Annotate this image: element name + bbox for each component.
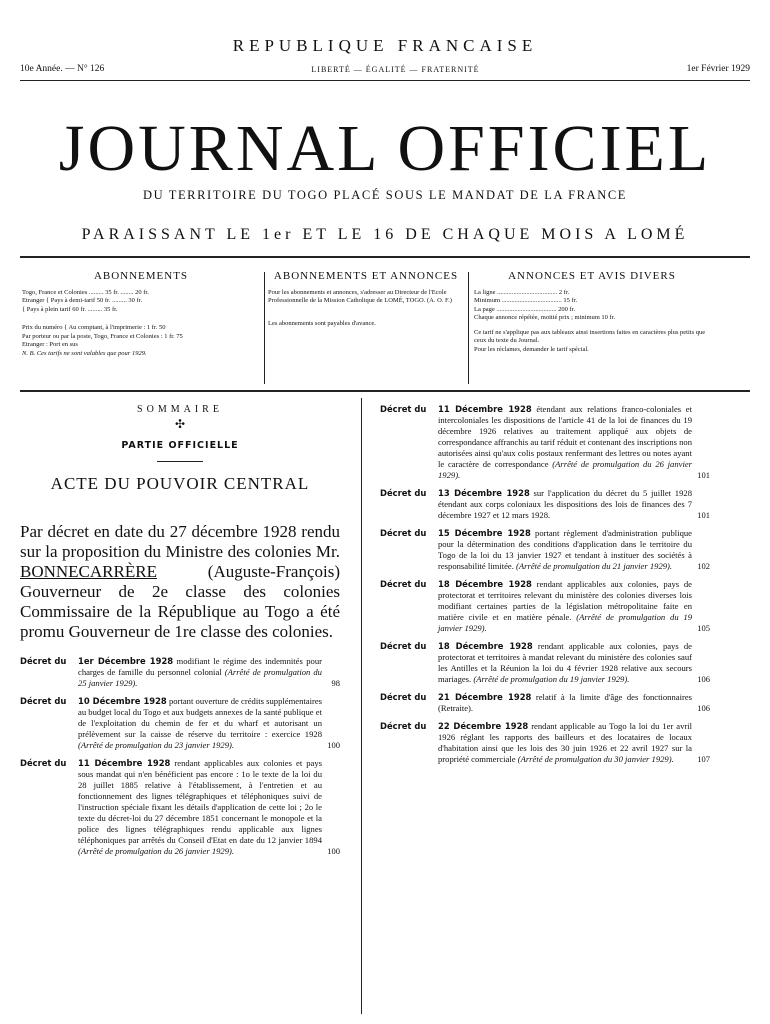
journal-title: JOURNAL OFFICIEL <box>58 112 712 185</box>
main-decree-text: Par décret en date du 27 décembre 1928 rendu sur la proposition du Ministre des colonies Mr. <box>20 522 340 561</box>
entry-label: Décret du <box>380 579 427 589</box>
summary-entry <box>380 721 710 765</box>
sommaire-heading: SOMMAIRE <box>137 404 223 415</box>
acte-heading: ACTE DU POUVOIR CENTRAL <box>50 474 310 493</box>
entry-page: 100 <box>327 740 340 750</box>
entry-text: rendant applicables aux colonies, pays de protectorat et territoires relevant du ministère des colonies diverses lois modifiant certaines parties de la législation métropolitaine faite en matière civile et en matière pénale. <box>438 579 692 622</box>
entry-date: 13 Décembre 1928 <box>438 488 530 498</box>
annonces-title: ANNONCES ET AVIS DIVERS <box>508 270 676 282</box>
abonnements-annonces-line: Les abonnements sont payables d'avance. <box>268 319 376 327</box>
summary-entry <box>20 696 340 751</box>
entry-label: Décret du <box>380 528 427 538</box>
entry-label: Décret du <box>380 488 427 498</box>
abonnements-annonces-box <box>268 272 464 328</box>
entry-label: Décret du <box>380 641 427 651</box>
entry-label: Décret du <box>380 721 427 731</box>
summary-entry <box>380 404 710 481</box>
entry-date: 10 Décembre 1928 <box>78 696 167 706</box>
entry-text: rendant applicable aux colonies, pays de protectorat et territoires à mandat relevant du ministère des colonies sauf les Antilles et la Réunion la loi du 4 février 1928 relative aux secours mariages. <box>438 641 693 684</box>
box-divider <box>264 272 265 384</box>
entry-text: sur l'application du décret du 5 juillet 1928 étendant aux corps coloniaux les dispositions des lois de finances des 7 décembre 1927 et 12 mars 1928. <box>438 488 692 520</box>
ornament-icon: ✣ <box>174 417 186 431</box>
entry-page: 106 <box>697 674 710 684</box>
entry-promulgation: (Arrêté de promulgation du 21 janvier 1929). <box>516 561 673 571</box>
annonces-line: Minimum ..................................... 15 fr. <box>474 297 578 304</box>
annonces-line: Pour les réclames, demander le tarif spécial. <box>474 345 589 353</box>
entry-page: 98 <box>331 678 340 688</box>
summary-entry <box>380 528 710 572</box>
entry-page: 101 <box>697 470 710 480</box>
entry-date: 1er Décembre 1928 <box>78 656 174 666</box>
journal-subtitle: DU TERRITOIRE DU TOGO PLACÉ SOUS LE MANDAT DE LA FRANCE <box>142 188 628 202</box>
entry-page: 107 <box>697 754 710 764</box>
abonnements-line: { Pays à plein tarif 60 fr. ......... 35 fr. <box>22 305 118 313</box>
entry-label: Décret du <box>20 758 67 768</box>
main-decree <box>20 522 340 642</box>
abonnements-line: Par porteur ou par la poste, Togo, France et Colonies : 1 fr. 75 <box>22 332 183 340</box>
entry-promulgation: (Arrêté de promulgation du 23 janvier 1929). <box>78 740 235 750</box>
left-column <box>20 404 340 864</box>
annonces-line: La ligne ..................................... 2 fr. <box>474 288 570 296</box>
entry-page: 101 <box>697 510 710 520</box>
abonnements-line: Etranger { Pays à demi-tarif 50 fr. ......... 30 fr. <box>22 297 143 304</box>
entry-page: 102 <box>697 561 710 571</box>
summary-entry <box>380 579 710 634</box>
summary-entry <box>380 692 710 714</box>
entry-label: Décret du <box>20 656 67 666</box>
devise: LIBERTÉ — ÉGALITÉ — FRATERNITÉ <box>311 64 480 74</box>
entry-date: 11 Décembre 1928 <box>78 758 171 768</box>
abonnements-box <box>22 272 260 358</box>
partie-officielle: PARTIE OFFICIELLE <box>121 440 239 451</box>
entry-promulgation: (Arrêté de promulgation du 19 janvier 1929). <box>473 674 630 684</box>
issue-number: 10e Année. — N° 126 <box>20 64 105 74</box>
abonnements-title: ABONNEMENTS <box>93 270 189 282</box>
boxes-bottom-rule <box>20 390 750 392</box>
entry-text: rendant applicables aux colonies et pays sous mandat qui n'en bénéficient pas encore : 1o le texte de la loi du 28 juillet 1885 relative à l'établissement, à l'entretien et au fonctionnement des lignes télégraphiques et téléphoniques suivi de l'instruction spéciale fixant les détails d'application de cette loi ; 2o le texte du décret-loi du 27 décembre 1851 concernant le monopole et la police des lignes télégraphiques rendu applicable aux lignes téléphoniques par arrêtés du Conseil d'Etat en date du 12 janvier 1894 <box>78 758 322 845</box>
summary-entry <box>20 758 340 857</box>
entry-promulgation: (Arrêté de promulgation du 26 janvier 1929). <box>78 846 235 856</box>
abonnements-line: Prix du numéro { Au comptant, à l'imprimerie : 1 fr. 50 <box>22 324 166 331</box>
entry-text: modifiant le régime des indemnités pour charges de famille du personnel colonial <box>78 656 322 677</box>
entry-date: 15 Décembre 1928 <box>438 528 531 538</box>
entry-label: Décret du <box>380 692 427 702</box>
summary-entry <box>20 656 340 689</box>
entry-page: 106 <box>697 703 710 713</box>
top-rule <box>20 80 750 81</box>
entry-label: Décret du <box>20 696 67 706</box>
entry-page: 105 <box>697 623 710 633</box>
column-divider <box>361 398 362 1014</box>
abonnements-note: N. B. Ces tarifs ne sont valables que pour 1929. <box>22 349 147 357</box>
annonces-line: Ce tarif ne s'applique pas aux tableaux ainsi insertions faites en caractères plus petits que ceux du texte du Journal. <box>474 328 706 344</box>
entry-promulgation: (Arrêté de promulgation du 25 janvier 1929). <box>78 667 322 688</box>
issue-date: 1er Février 1929 <box>686 64 750 74</box>
abonnements-annonces-title: ABONNEMENTS ET ANNONCES <box>273 270 459 282</box>
republique-heading: REPUBLIQUE FRANCAISE <box>232 36 538 55</box>
annonces-box <box>474 272 710 354</box>
annonces-line: Chaque annonce répétée, moitié prix ; minimum 10 fr. <box>474 314 616 321</box>
short-rule <box>157 461 203 462</box>
entry-promulgation: (Arrêté de promulgation du 26 janvier 1929). <box>438 459 693 480</box>
entry-text: étendant aux relations franco-coloniales et intercoloniales les dispositions de l'article 41 de la loi de finances du 19 décembre 1926 relatives au traitement appliqué aux objets de correspondance affranchis au tarif réduit et contenant des inscriptions non autorisées ainsi qu'aux colis postaux renfermant des lettres ou notes ayant le caractère de correspondance <box>438 404 693 469</box>
entry-page: 100 <box>327 846 340 856</box>
entry-date: 18 Décembre 1928 <box>438 579 532 589</box>
summary-entry <box>380 488 710 521</box>
entry-text: rendant applicable au Togo la loi du 1er avril 1926 réglant les rapports des bailleurs et des locataires de locaux d'habitation ainsi que les lois des 30 juin 1926 et 22 avril 1927 sur la propriété commerciale <box>438 721 693 764</box>
box-divider <box>468 272 469 384</box>
entry-text: relatif à la limite d'âge des fonctionnaires (Retraite). <box>438 692 692 713</box>
entry-promulgation: (Arrêté de promulgation du 19 janvier 1929). <box>438 612 692 633</box>
main-decree-name: BONNECARRÈRE <box>20 562 157 581</box>
masthead-rule <box>20 256 750 258</box>
abonnements-line: Etranger : Port en sus <box>22 341 78 348</box>
right-column <box>380 404 710 772</box>
entry-text: portant règlement d'administration publique pour la détermination des conditions d'application dans le territoire du Togo de la loi du 13 janvier 1927 et tendant à instituer des sociétés à responsabilité limitée. <box>438 528 692 571</box>
issue-line <box>20 64 750 74</box>
entry-date: 22 Décembre 1928 <box>438 721 529 731</box>
entry-text: portant ouverture de crédits supplémentaires au budget local du Togo et aux budgets annexes de la santé publique et de l'exploitation du chemin de fer et du wharf et autorisant un prélèvement sur la caisse de réserve du territoire : exercice 1928 <box>78 696 323 739</box>
main-decree-text: (Auguste-François) Gouverneur de 2e classe des colonies Commissaire de la République au Togo a été promu Gouverneur de 1re classe des colonies. <box>20 562 340 641</box>
parution-line: PARAISSANT LE 1er ET LE 16 DE CHAQUE MOIS A LOMÉ <box>81 226 689 243</box>
entry-promulgation: (Arrêté de promulgation du 30 janvier 1929). <box>517 754 674 764</box>
entry-date: 18 Décembre 1928 <box>438 641 533 651</box>
entry-label: Décret du <box>380 404 427 414</box>
abonnements-line: Togo, France et Colonies ......... 35 fr. ........ 20 fr. <box>22 288 149 296</box>
annonces-line: La page ..................................... 200 fr. <box>474 305 576 313</box>
entry-date: 11 Décembre 1928 <box>438 404 532 414</box>
abonnements-annonces-line: Pour les abonnements et annonces, s'adresser au Directeur de l'Ecole Professionnelle de la Mission Catholique de LOMÉ, TOGO. (A. O. F.) <box>268 288 452 304</box>
summary-entry <box>380 641 710 685</box>
entry-date: 21 Décembre 1928 <box>438 692 532 702</box>
